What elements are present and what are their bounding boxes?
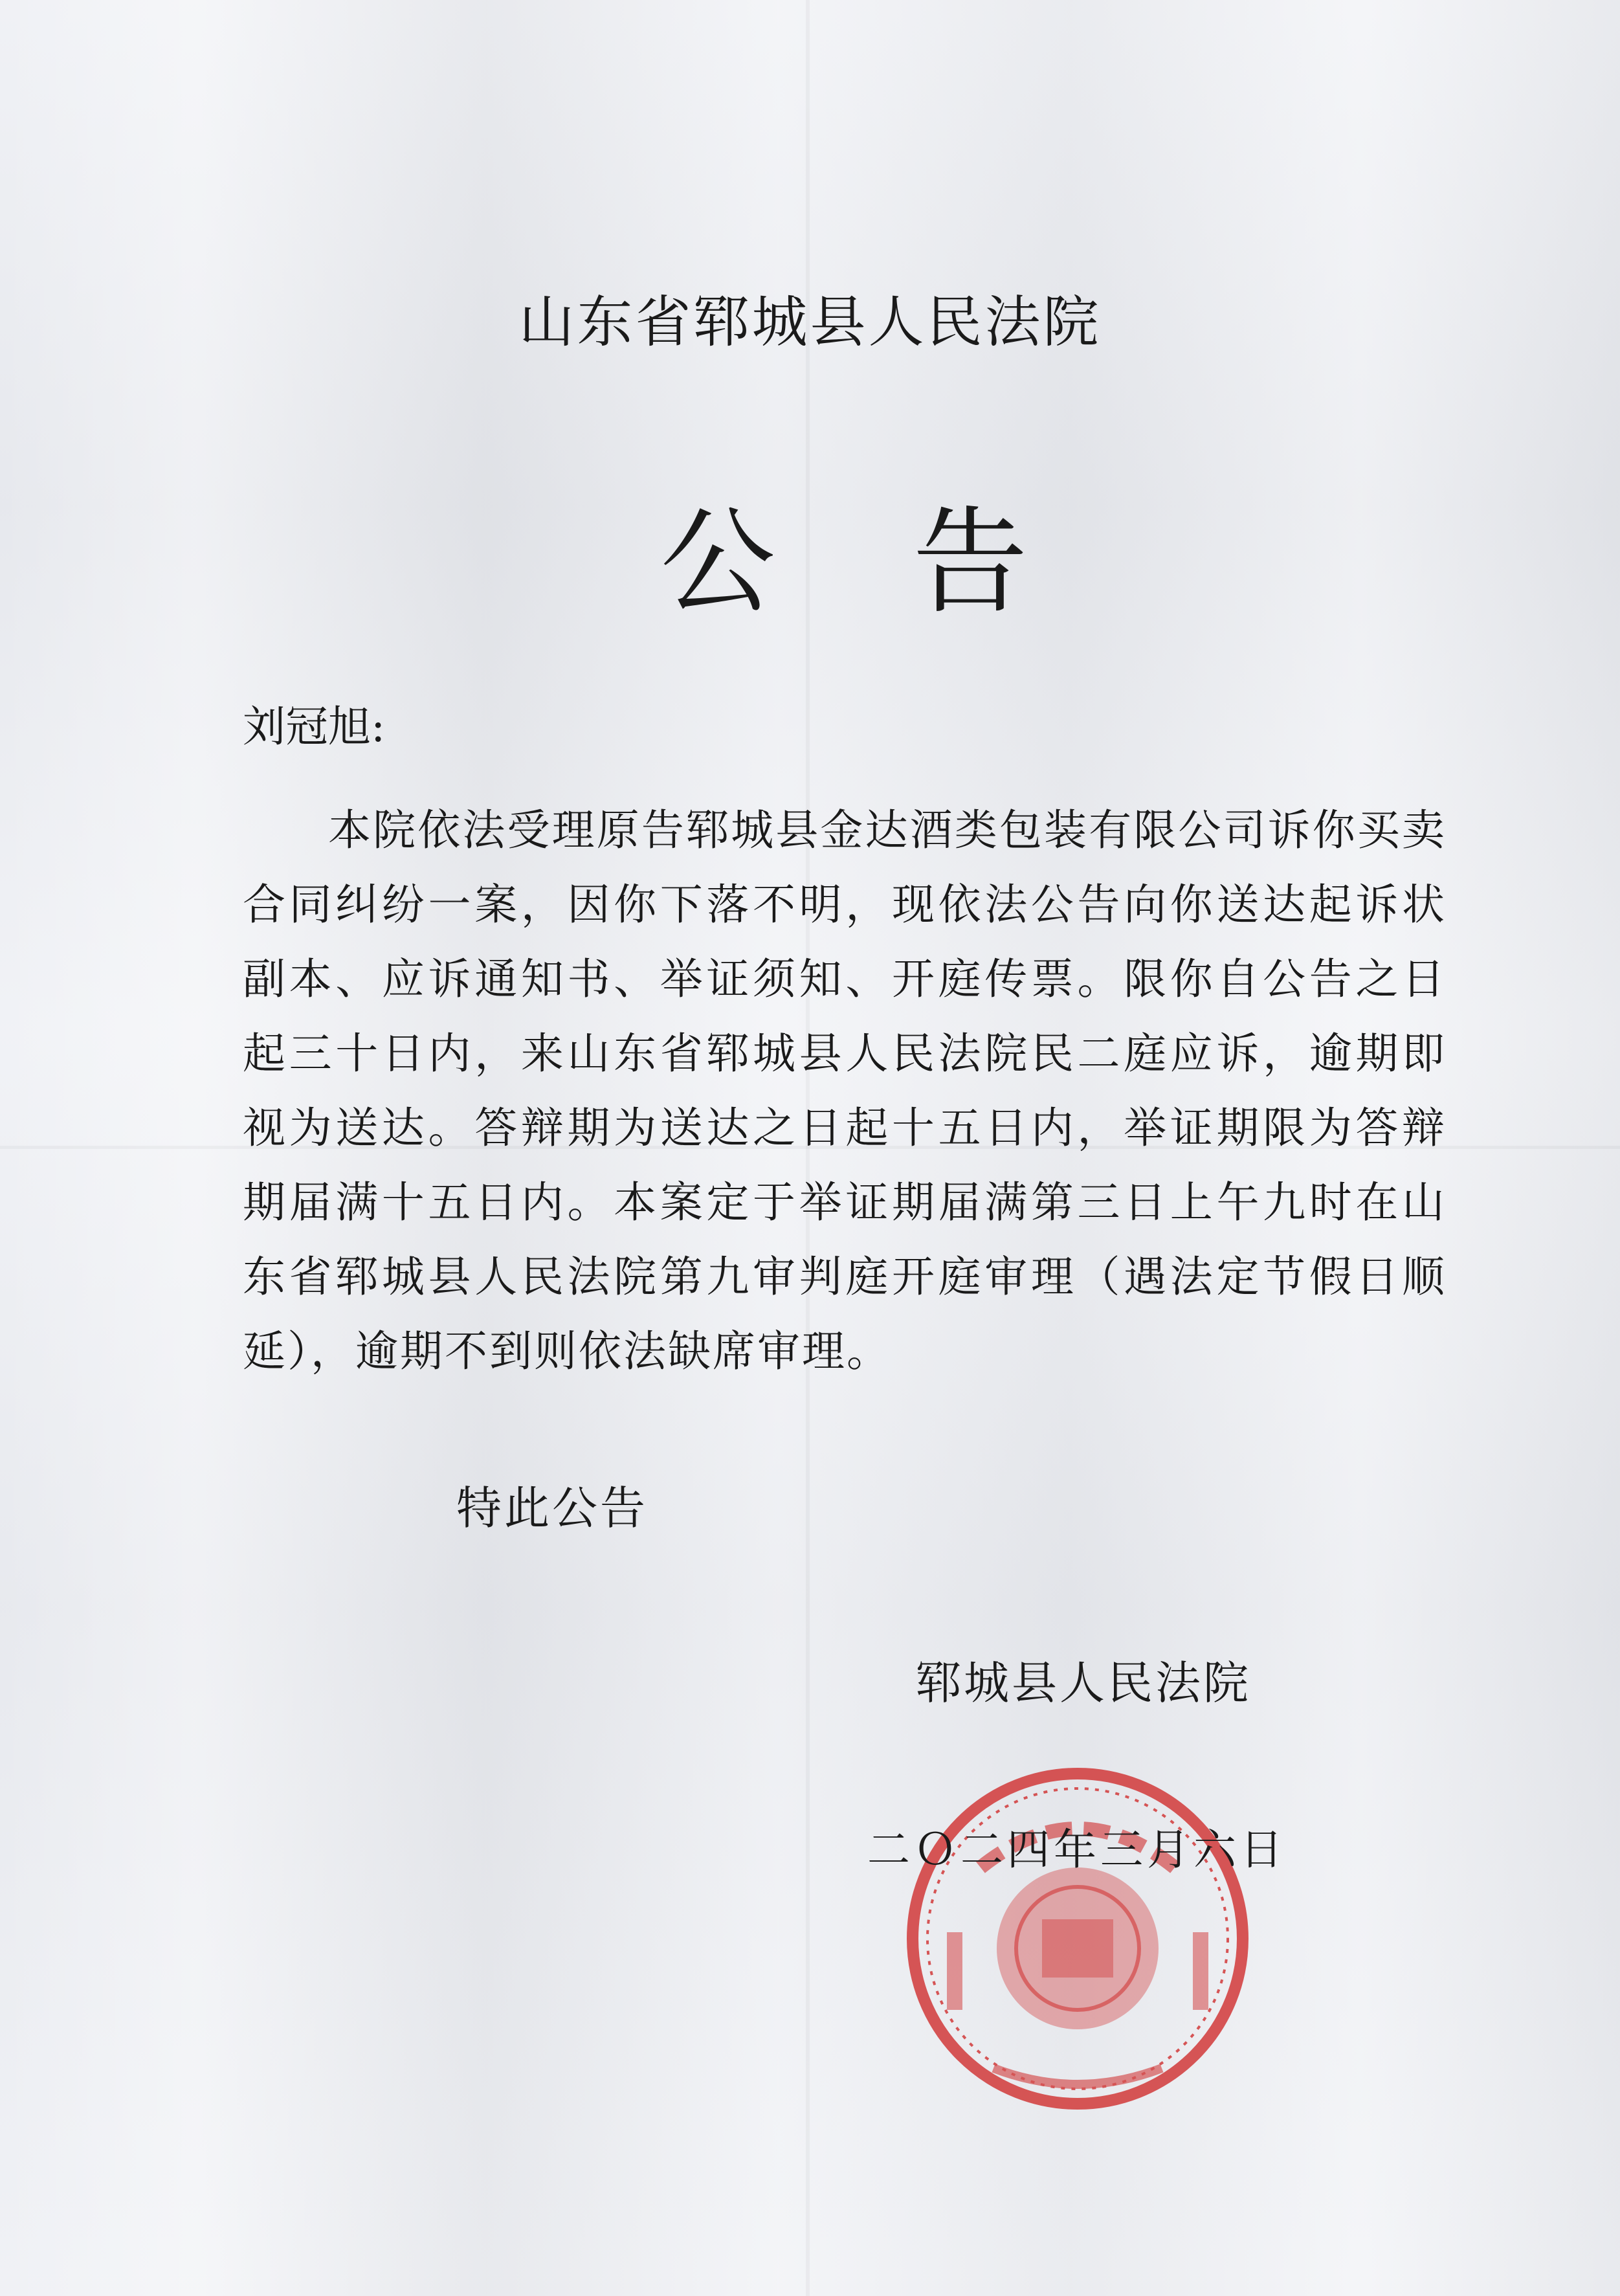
signer-court: 郓城县人民法院 [916, 1656, 1251, 1710]
court-header: 山东省郓城县人民法院 [518, 290, 1102, 355]
notice-title-char-1: 公 [660, 495, 775, 629]
closing-phrase: 特此公告 [456, 1482, 648, 1535]
court-seal-icon [903, 1764, 1252, 2113]
notice-title [660, 495, 1028, 629]
issue-date: 二Ｏ二四年三月六日 [867, 1825, 1287, 1875]
addressee: 刘冠旭: [243, 702, 386, 752]
notice-title-char-2: 告 [913, 495, 1028, 629]
notice-body: 本院依法受理原告郓城县金达酒类包装有限公司诉你买卖合同纠纷一案，因你下落不明，现依法公告向你送达起诉状副本、应诉通知书、举证须知、开庭传票。限你自公告之日起三十日内，来山东省郓城县人民法院民二庭应诉，逾期即视为送达。答辩期为送达之日起十五日内，举证期限为答辩期届满十五日内。本案定于举证期届满第三日上午九时在山东省郓城县人民法院第九审判庭开庭审理（遇法定节假日顺延），逾期不到则依法缺席审理。 [243, 805, 1447, 1376]
